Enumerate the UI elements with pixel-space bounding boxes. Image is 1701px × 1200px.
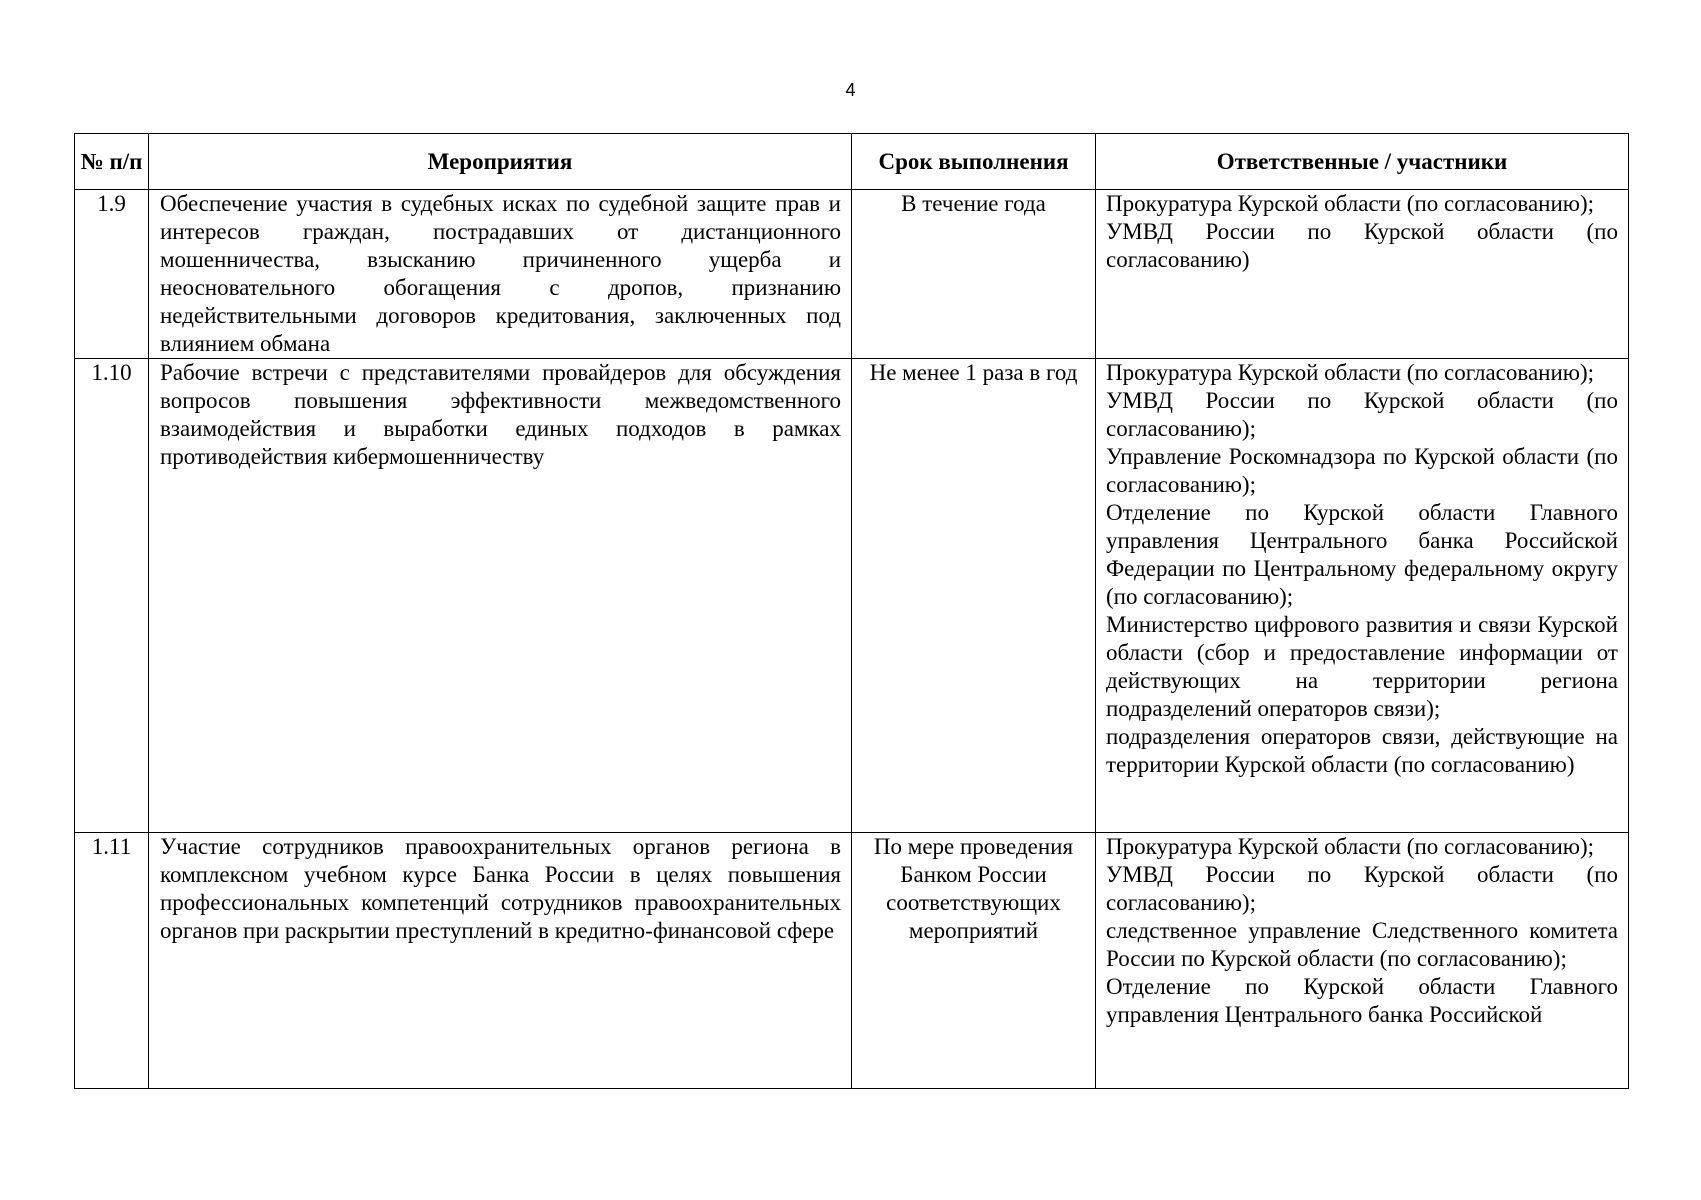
row-responsible bbox=[1096, 190, 1629, 359]
responsible-entry: Прокуратура Курской области (по согласованию); bbox=[1106, 191, 1594, 216]
table-row bbox=[75, 833, 1629, 1089]
table-row bbox=[75, 359, 1629, 833]
header-responsible: Ответственные / участники bbox=[1096, 134, 1629, 190]
row-number: 1.9 bbox=[75, 190, 149, 359]
plan-table bbox=[74, 133, 1629, 1089]
responsible-entry: УМВД России по Курской области (по согласованию); bbox=[1106, 388, 1618, 441]
row-event: Рабочие встречи с представителями провайдеров для обсуждения вопросов повышения эффективности межведомственного взаимодействия и выработки единых подходов в рамках противодействия кибермошенничеству bbox=[149, 359, 852, 833]
row-term: Не менее 1 раза в год bbox=[852, 359, 1096, 833]
responsible-entry: Отделение по Курской области Главного управления Центрального банка Российской Федерации по Центральному федеральному округу (по согласованию); bbox=[1106, 500, 1618, 609]
row-responsible bbox=[1096, 359, 1629, 833]
responsible-entry: Прокуратура Курской области (по согласованию); bbox=[1106, 360, 1594, 385]
responsible-entry: следственное управление Следственного комитета России по Курской области (по согласованию); bbox=[1106, 918, 1618, 971]
responsible-entry: Отделение по Курской области Главного управления Центрального банка Российской bbox=[1106, 974, 1618, 1027]
responsible-entry: подразделения операторов связи, действующие на территории Курской области (по согласованию) bbox=[1106, 724, 1618, 777]
responsible-entry: УМВД России по Курской области (по согласованию); bbox=[1106, 862, 1618, 915]
header-events: Мероприятия bbox=[149, 134, 852, 190]
page-number: 4 bbox=[845, 80, 856, 100]
row-term: По мере проведения Банком России соответствующих мероприятий bbox=[852, 833, 1096, 1089]
header-number: № п/п bbox=[75, 134, 149, 190]
responsible-entry: УМВД России по Курской области (по согласованию) bbox=[1106, 219, 1618, 272]
responsible-entry: Министерство цифрового развития и связи Курской области (сбор и предоставление информации от действующих на территории региона подразделений операторов связи); bbox=[1106, 612, 1618, 721]
row-number: 1.11 bbox=[75, 833, 149, 1089]
row-number: 1.10 bbox=[75, 359, 149, 833]
row-term: В течение года bbox=[852, 190, 1096, 359]
row-event: Обеспечение участия в судебных исках по судебной защите прав и интересов граждан, пострадавших от дистанционного мошенничества, взысканию причиненного ущерба и неосновательного обогащения с дропов, признанию недействительными договоров кредитования, заключенных под влиянием обмана bbox=[149, 190, 852, 359]
responsible-entry: Прокуратура Курской области (по согласованию); bbox=[1106, 834, 1594, 859]
responsible-entry: Управление Роскомнадзора по Курской области (по согласованию); bbox=[1106, 444, 1618, 497]
header-term: Срок выполнения bbox=[852, 134, 1096, 190]
table-row bbox=[75, 190, 1629, 359]
table-header-row bbox=[75, 134, 1629, 190]
row-responsible bbox=[1096, 833, 1629, 1089]
row-event: Участие сотрудников правоохранительных органов региона в комплексном учебном курсе Банка России в целях повышения профессиональных компетенций сотрудников правоохранительных органов при раскрытии преступлений в кредитно-финансовой сфере bbox=[149, 833, 852, 1089]
